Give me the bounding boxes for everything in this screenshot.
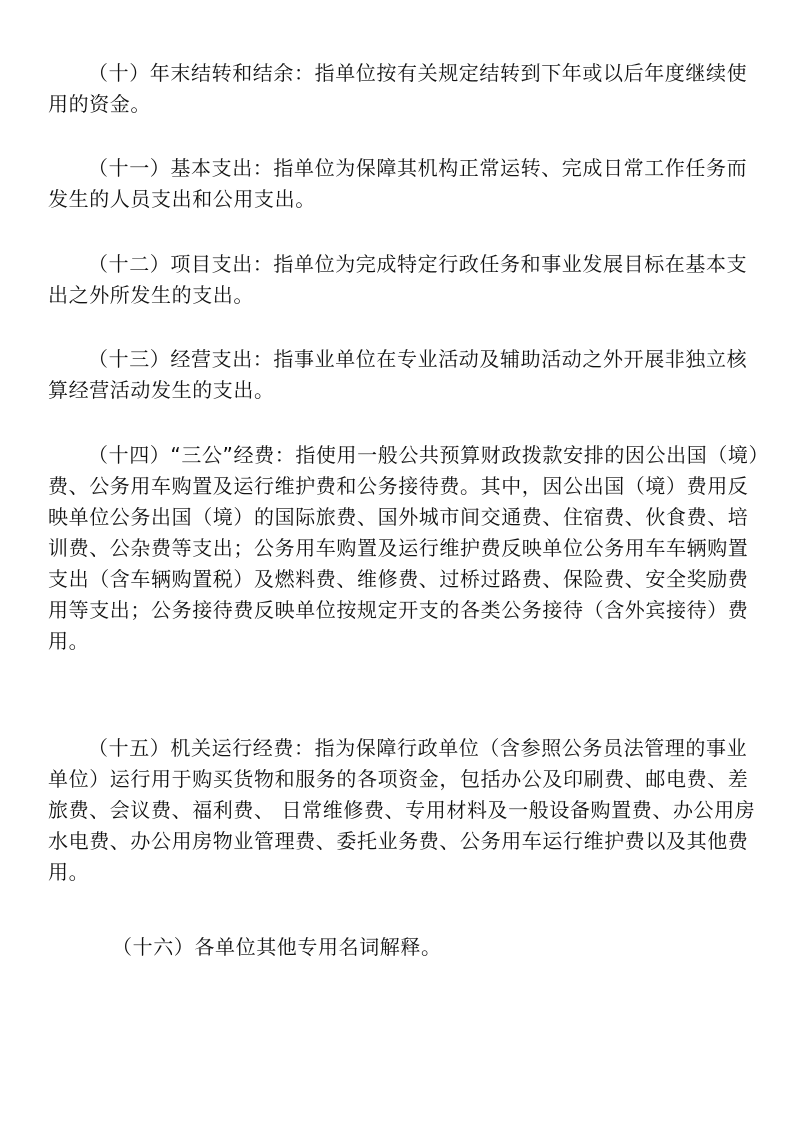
paragraph-other-terms: （十六）各单位其他专用名词解释。: [112, 935, 442, 959]
paragraph-year-end-carryover: （十）年末结转和结余：指单位按有关规定结转到下年或以后年度继续使用的资金。: [48, 61, 748, 116]
paragraph-operating-expenditure: （十三）经营支出：指事业单位在专业活动及辅助活动之外开展非独立核算经营活动发生的支出。: [48, 347, 748, 402]
paragraph-agency-operating-funds: （十五）机关运行经费：指为保障行政单位（含参照公务员法管理的事业单位）运行用于购买货物和服务的各项资金，包括办公及印刷费、邮电费、差旅费、会议费、福利费、 日常维修费、专用材料及一般设备购置费、办公用房水电费、办公用房物业管理费、委托业务费、公务用车运行维护费以及其他费用。: [48, 736, 756, 884]
paragraph-project-expenditure: （十二）项目支出：指单位为完成特定行政任务和事业发展目标在基本支出之外所发生的支出。: [48, 252, 748, 307]
paragraph-basic-expenditure: （十一）基本支出：指单位为保障其机构正常运转、完成日常工作任务而发生的人员支出和公用支出。: [48, 156, 748, 211]
paragraph-three-public-funds: （十四）“三公”经费：指使用一般公共预算财政拨款安排的因公出国（境）费、公务用车购置及运行维护费和公务接待费。其中，因公出国（境）费用反映单位公务出国（境）的国际旅费、国外城市间交通费、住宿费、伙食费、培训费、公杂费等支出；公务用车购置及运行维护费反映单位公务用车车辆购置支出（含车辆购置税）及燃料费、维修费、过桥过路费、保险费、安全奖励费用等支出；公务接待费反映单位按规定开支的各类公务接待（含外宾接待）费用。: [48, 443, 760, 653]
